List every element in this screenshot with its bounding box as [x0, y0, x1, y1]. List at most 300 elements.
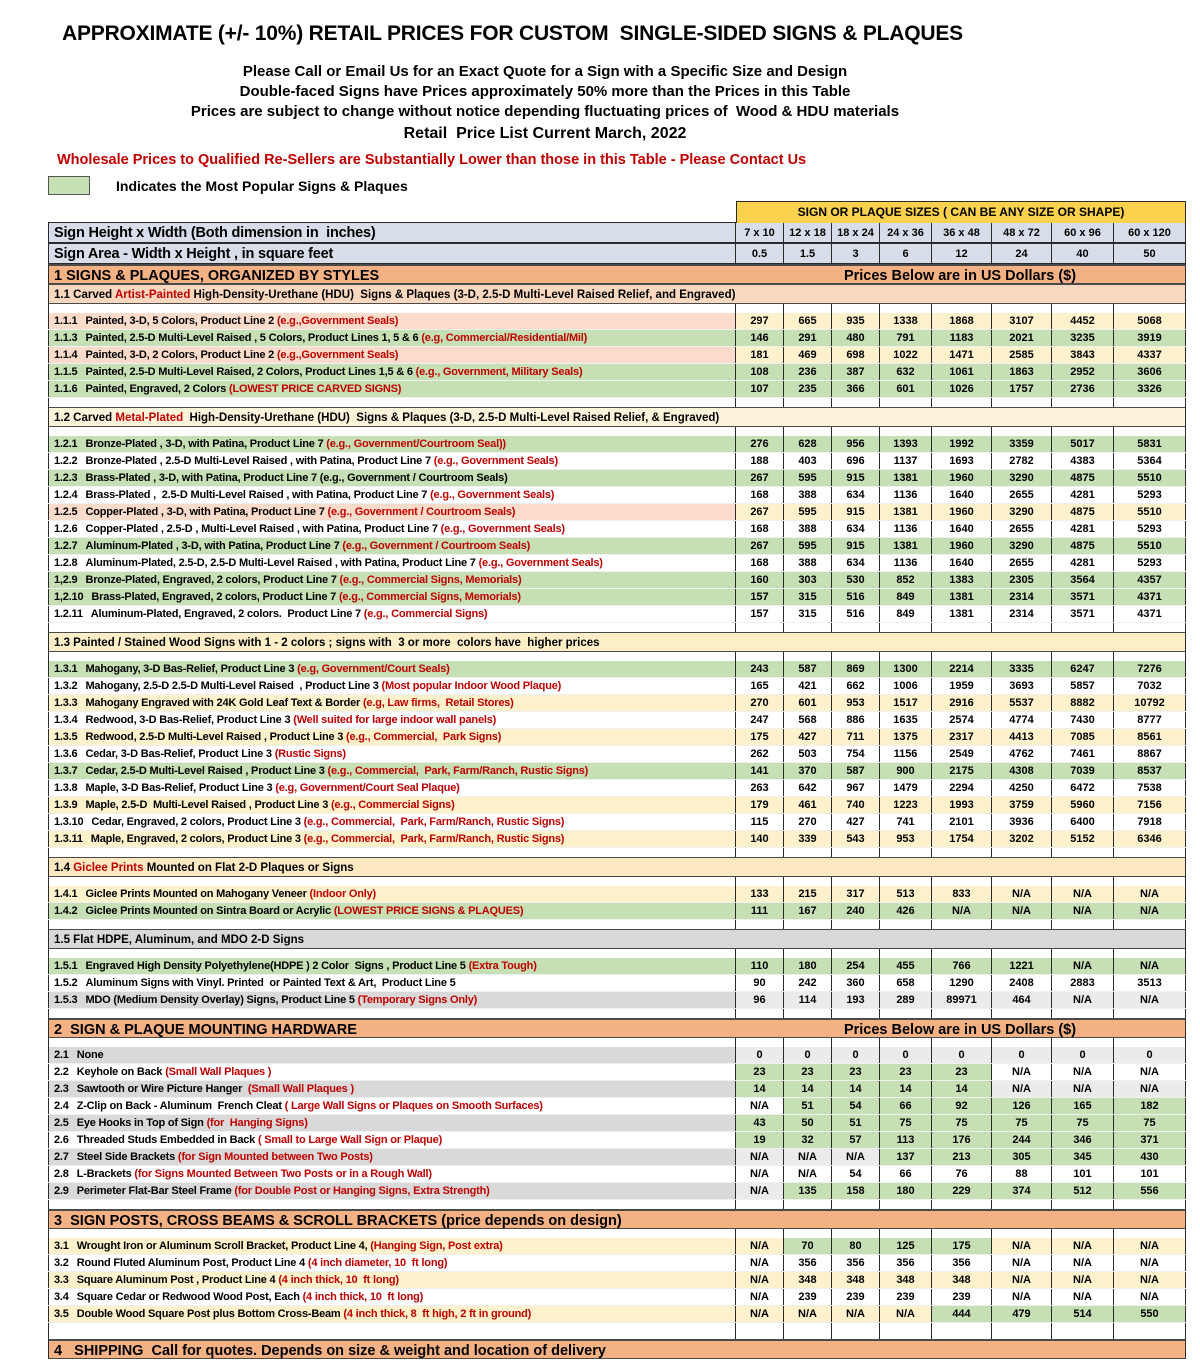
price-cell: 66	[880, 1166, 932, 1182]
row-label: 1.4.1 Giclee Prints Mounted on Mahogany Veneer (Indoor Only)	[48, 886, 736, 902]
price-cell: 158	[832, 1183, 880, 1199]
wholesale-note: Wholesale Prices to Qualified Re-Sellers are Substantially Lower than those in this Table - Please Contact Us	[57, 152, 807, 168]
price-cell: 1381	[880, 504, 932, 520]
price-row	[48, 330, 1186, 347]
row-id: 1.3.10	[54, 816, 84, 828]
row-label: 3.5 Double Wood Square Post plus Bottom Cross-Beam (4 inch thick, 8 ft high, 2 ft in ground)	[48, 1306, 736, 1322]
price-cell: N/A	[1052, 886, 1114, 902]
price-cell: 849	[880, 606, 932, 622]
row-note: (e.g, Commercial/Residential/Mil)	[421, 332, 588, 344]
row-label: 2.7 Steel Side Brackets (for Sign Mounted between Two Posts)	[48, 1149, 736, 1165]
price-cell: 8537	[1114, 763, 1186, 779]
price-cell: 3290	[992, 504, 1052, 520]
price-cell: 3290	[992, 538, 1052, 554]
section-band	[48, 264, 1186, 284]
row-id: 1.2.2	[54, 455, 78, 467]
price-cell: 126	[992, 1098, 1052, 1114]
price-cell: 101	[1052, 1166, 1114, 1182]
price-cell: 291	[784, 330, 832, 346]
price-cell: 5293	[1114, 555, 1186, 571]
price-cell: N/A	[1052, 958, 1114, 974]
price-cell: 512	[1052, 1183, 1114, 1199]
row-label: 3.1 Wrought Iron or Aluminum Scroll Bracket, Product Line 4, (Hanging Sign, Post extra)	[48, 1238, 736, 1254]
price-cell: 305	[992, 1149, 1052, 1165]
price-cell: N/A	[1052, 1238, 1114, 1254]
price-cell: 317	[832, 886, 880, 902]
price-cell: 235	[784, 381, 832, 397]
price-row	[48, 746, 1186, 763]
price-cell: 113	[880, 1132, 932, 1148]
price-cell: 157	[736, 589, 784, 605]
row-id: 2.2	[54, 1066, 69, 1078]
price-cell: 6400	[1052, 814, 1114, 830]
row-note: (e.g., Government, Military Seals)	[415, 366, 583, 378]
price-cell: N/A	[736, 1255, 784, 1271]
price-cell: 388	[784, 555, 832, 571]
row-label: 3.4 Square Cedar or Redwood Wood Post, Each (4 inch thick, 10 ft long)	[48, 1289, 736, 1305]
row-id: 1.3.7	[54, 765, 78, 777]
row-id: 1.5.1	[54, 960, 78, 972]
size-col-header: 18 x 24	[832, 223, 880, 242]
price-cell: 0	[832, 1047, 880, 1063]
price-cell: 849	[880, 589, 932, 605]
price-cell: N/A	[992, 886, 1052, 902]
price-cell: N/A	[736, 1183, 784, 1199]
price-cell: 14	[736, 1081, 784, 1097]
row-note: (e.g., Commercial, Park Signs)	[346, 731, 502, 743]
gap-row	[48, 652, 1186, 661]
row-note: (e.g., Commercial, Park, Farm/Ranch, Rustic Signs)	[327, 765, 589, 777]
price-cell: 1640	[932, 555, 992, 571]
row-label: 1.3.10 Cedar, Engraved, 2 colors, Product Line 3 (e.g., Commercial, Park, Farm/Ranch, Rustic Signs)	[48, 814, 736, 830]
row-id: 1.2.8	[54, 557, 78, 569]
price-cell: 886	[832, 712, 880, 728]
row-id: 1.3.5	[54, 731, 78, 743]
price-cell: 754	[832, 746, 880, 762]
price-cell: 1960	[932, 470, 992, 486]
price-cell: 242	[784, 975, 832, 991]
price-cell: 741	[880, 814, 932, 830]
price-cell: 107	[736, 381, 784, 397]
price-cell: 23	[784, 1064, 832, 1080]
row-id: 2.3	[54, 1083, 69, 1095]
price-cell: N/A	[1114, 992, 1186, 1008]
size-col-header: 12 x 18	[784, 223, 832, 242]
price-cell: N/A	[736, 1289, 784, 1305]
row-note: (e.g., Commercial Signs)	[363, 608, 488, 620]
price-row	[48, 313, 1186, 330]
price-cell: 215	[784, 886, 832, 902]
price-cell: 75	[992, 1115, 1052, 1131]
price-cell: 370	[784, 763, 832, 779]
price-cell: N/A	[1114, 1255, 1186, 1271]
subtitle-block	[0, 62, 1090, 146]
subtitle-line: Double-faced Signs have Prices approximately 50% more than the Prices in this Table	[239, 83, 851, 100]
row-note: (4 inch thick, 10 ft long)	[302, 1291, 424, 1303]
row-id: 2.4	[54, 1100, 69, 1112]
price-cell: 80	[832, 1238, 880, 1254]
row-label: 1.3.6 Cedar, 3-D Bas-Relief, Product Line 3 (Rustic Signs)	[48, 746, 736, 762]
price-cell: 766	[932, 958, 992, 974]
price-cell: 3936	[992, 814, 1052, 830]
price-cell: 550	[1114, 1306, 1186, 1322]
price-cell: 1026	[932, 381, 992, 397]
price-cell: 3202	[992, 831, 1052, 847]
row-note: (4 inch thick, 8 ft high, 2 ft in ground)	[343, 1308, 532, 1320]
subsection-band: 1.3 Painted / Stained Wood Signs with 1 - 2 colors ; signs with 3 or more colors have higher prices	[48, 632, 1186, 652]
price-cell: 1959	[932, 678, 992, 694]
price-cell: N/A	[1052, 1064, 1114, 1080]
row-id: 3.5	[54, 1308, 69, 1320]
row-id: 1.3.2	[54, 680, 78, 692]
price-row	[48, 1064, 1186, 1081]
price-cell: 167	[784, 903, 832, 919]
row-id: 1.2.11	[54, 608, 83, 620]
row-label: 1.3.8 Maple, 3-D Bas-Relief, Product Line 3 (e.g, Government/Court Seal Plaque)	[48, 780, 736, 796]
gap-row	[48, 949, 1186, 958]
price-cell: 2655	[992, 521, 1052, 537]
price-cell: 430	[1114, 1149, 1186, 1165]
price-cell: 244	[992, 1132, 1052, 1148]
price-cell: 1381	[932, 606, 992, 622]
row-id: 1.3.6	[54, 748, 78, 760]
price-cell: 595	[784, 538, 832, 554]
price-cell: 1006	[880, 678, 932, 694]
subsection-band: 1.4 Giclee Prints Mounted on Flat 2-D Plaques or Signs	[48, 857, 1186, 877]
row-label: 1.3.11 Maple, Engraved, 2 colors, Product Line 3 (e.g., Commercial, Park, Farm/Ranch, Rustic Signs)	[48, 831, 736, 847]
row-id: 1.4.2	[54, 905, 78, 917]
gap-row	[48, 920, 1186, 929]
price-cell: N/A	[1052, 1272, 1114, 1288]
price-cell: 628	[784, 436, 832, 452]
gap-row	[48, 1229, 1186, 1238]
price-cell: N/A	[736, 1272, 784, 1288]
price-cell: 587	[832, 763, 880, 779]
row-label: 1.3.2 Mahogany, 2.5-D 2.5-D Multi-Level Raised , Product Line 3 (Most popular Indoor Wood Plaque)	[48, 678, 736, 694]
price-cell: 165	[736, 678, 784, 694]
price-cell: N/A	[1052, 903, 1114, 919]
row-label: 3.3 Square Aluminum Post , Product Line 4 (4 inch thick, 10 ft long)	[48, 1272, 736, 1288]
price-cell: 1375	[880, 729, 932, 745]
price-cell: 345	[1052, 1149, 1114, 1165]
price-cell: 1381	[880, 470, 932, 486]
row-note: (e.g., Commercial Signs, Memorials)	[339, 574, 522, 586]
price-cell: 89971	[932, 992, 992, 1008]
row-id: 2.5	[54, 1117, 69, 1129]
price-cell: N/A	[1114, 1272, 1186, 1288]
price-cell: 348	[832, 1272, 880, 1288]
price-cell: 665	[784, 313, 832, 329]
price-cell: 503	[784, 746, 832, 762]
price-cell: 32	[784, 1132, 832, 1148]
price-cell: 1381	[880, 538, 932, 554]
row-id: 1.3.11	[54, 833, 83, 845]
row-id: 2.6	[54, 1134, 69, 1146]
row-id: 1.2.5	[54, 506, 78, 518]
price-cell: 1960	[932, 538, 992, 554]
price-cell: 229	[932, 1183, 992, 1199]
row-note: (e.g., Government Seals)	[430, 489, 555, 501]
price-cell: 243	[736, 661, 784, 677]
price-cell: N/A	[992, 1081, 1052, 1097]
price-row	[48, 1132, 1186, 1149]
price-cell: 1992	[932, 436, 992, 452]
row-note: (LOWEST PRICE CARVED SIGNS)	[229, 383, 402, 395]
row-id: 1.5.2	[54, 977, 78, 989]
price-cell: N/A	[1114, 1238, 1186, 1254]
row-id: 1.1.6	[54, 383, 78, 395]
price-cell: 1183	[932, 330, 992, 346]
price-cell: 270	[736, 695, 784, 711]
price-cell: 6247	[1052, 661, 1114, 677]
section-band	[48, 1209, 1186, 1229]
price-cell: 1754	[932, 831, 992, 847]
price-cell: 1863	[992, 364, 1052, 380]
price-cell: 168	[736, 521, 784, 537]
price-cell: 175	[932, 1238, 992, 1254]
price-cell: 556	[1114, 1183, 1186, 1199]
row-note: (e.g.,Government Seals)	[276, 315, 399, 327]
price-cell: 23	[932, 1064, 992, 1080]
price-cell: 915	[832, 538, 880, 554]
price-cell: 953	[880, 831, 932, 847]
price-cell: 356	[880, 1255, 932, 1271]
price-cell: 1223	[880, 797, 932, 813]
price-cell: 135	[784, 1183, 832, 1199]
price-cell: 270	[784, 814, 832, 830]
price-cell: 4281	[1052, 555, 1114, 571]
price-cell: 3843	[1052, 347, 1114, 363]
price-cell: 54	[832, 1166, 880, 1182]
price-cell: 696	[832, 453, 880, 469]
price-cell: 262	[736, 746, 784, 762]
price-cell: 315	[784, 589, 832, 605]
price-cell: 1136	[880, 521, 932, 537]
legend	[48, 176, 1200, 195]
row-label: 1.1.1 Painted, 3-D, 5 Colors, Product Line 2 (e.g.,Government Seals)	[48, 313, 736, 329]
price-cell: 1300	[880, 661, 932, 677]
sizes-banner: SIGN OR PLAQUE SIZES ( CAN BE ANY SIZE OR SHAPE)	[736, 201, 1186, 224]
price-row	[48, 695, 1186, 712]
price-cell: 791	[880, 330, 932, 346]
row-label: 1.3.5 Redwood, 2.5-D Multi-Level Raised , Product Line 3 (e.g., Commercial, Park Signs)	[48, 729, 736, 745]
price-cell: 5510	[1114, 470, 1186, 486]
price-row	[48, 1047, 1186, 1064]
row-note: (e.g.,Government Seals)	[276, 349, 399, 361]
price-cell: 3513	[1114, 975, 1186, 991]
price-cell: N/A	[992, 1255, 1052, 1271]
row-id: 1.2.7	[54, 540, 78, 552]
price-cell: 1640	[932, 487, 992, 503]
row-label: 1,2.9 Bronze-Plated, Engraved, 2 colors, Product Line 7 (e.g., Commercial Signs, Memorials)	[48, 572, 736, 588]
price-row	[48, 1238, 1186, 1255]
price-cell: 387	[832, 364, 880, 380]
price-cell: 182	[1114, 1098, 1186, 1114]
price-row	[48, 797, 1186, 814]
sizes-banner-row	[48, 201, 1186, 222]
price-cell: 1137	[880, 453, 932, 469]
row-id: 3.2	[54, 1257, 69, 1269]
price-cell: 75	[932, 1115, 992, 1131]
row-note: (e.g., Government / Courtroom Seals)	[327, 506, 516, 518]
price-cell: N/A	[832, 1149, 880, 1165]
price-cell: 3107	[992, 313, 1052, 329]
row-label: 1.5.3 MDO (Medium Density Overlay) Signs, Product Line 5 (Temporary Signs Only)	[48, 992, 736, 1008]
gap-row	[48, 304, 1186, 313]
popular-green-swatch	[48, 176, 90, 195]
row-label: 2.2 Keyhole on Back (Small Wall Plaques )	[48, 1064, 736, 1080]
row-id: 1.5.3	[54, 994, 78, 1006]
row-label: 1.1.6 Painted, Engraved, 2 Colors (LOWEST PRICE CARVED SIGNS)	[48, 381, 736, 397]
price-cell: 455	[880, 958, 932, 974]
price-cell: N/A	[1114, 1081, 1186, 1097]
price-cell: 6472	[1052, 780, 1114, 796]
price-cell: 479	[992, 1306, 1052, 1322]
row-note: (e.g., Government / Courtroom Seals)	[342, 540, 531, 552]
price-cell: 8561	[1114, 729, 1186, 745]
section-band	[48, 1018, 1186, 1038]
price-cell: 634	[832, 487, 880, 503]
row-label: 1.2.7 Aluminum-Plated , 3-D, with Patina, Product Line 7 (e.g., Government / Courtroom Seals)	[48, 538, 736, 554]
price-cell: N/A	[1052, 1081, 1114, 1097]
row-label: 3.2 Round Fluted Aluminum Post, Product Line 4 (4 inch diameter, 10 ft long)	[48, 1255, 736, 1271]
price-cell: 2585	[992, 347, 1052, 363]
price-cell: 3571	[1052, 606, 1114, 622]
price-cell: 157	[736, 606, 784, 622]
price-cell: 530	[832, 572, 880, 588]
price-cell: 14	[932, 1081, 992, 1097]
row-note: ( Large Wall Signs or Plaques on Smooth Surfaces)	[284, 1100, 543, 1112]
subsection-band: 1.1 Carved Artist-Painted High-Density-Urethane (HDU) Signs & Plaques (3-D, 2.5-D Multi-Level Raised Relief, and Engraved)	[48, 284, 1186, 304]
price-cell: 4281	[1052, 487, 1114, 503]
size-col-header: 6	[880, 244, 932, 263]
price-cell: 915	[832, 470, 880, 486]
row-note: (e.g., Commercial, Park, Farm/Ranch, Rustic Signs)	[303, 833, 565, 845]
price-cell: 114	[784, 992, 832, 1008]
price-cell: 935	[832, 313, 880, 329]
price-cell: 339	[784, 831, 832, 847]
price-cell: 346	[1052, 1132, 1114, 1148]
gap-row	[48, 1009, 1186, 1018]
row-note: (e.g, Government/Court Seal Plaque)	[275, 782, 460, 794]
price-row	[48, 1272, 1186, 1289]
price-cell: 111	[736, 903, 784, 919]
section-band-note: Prices Below are in US Dollars ($)	[843, 268, 1077, 284]
price-row	[48, 589, 1186, 606]
price-row	[48, 347, 1186, 364]
price-cell: 662	[832, 678, 880, 694]
price-cell: 2314	[992, 606, 1052, 622]
price-cell: 7276	[1114, 661, 1186, 677]
price-cell: 4371	[1114, 589, 1186, 605]
price-cell: 4250	[992, 780, 1052, 796]
price-cell: 1868	[932, 313, 992, 329]
price-cell: 140	[736, 831, 784, 847]
price-row	[48, 992, 1186, 1009]
price-cell: 658	[880, 975, 932, 991]
price-cell: 2294	[932, 780, 992, 796]
price-cell: 315	[784, 606, 832, 622]
price-cell: 388	[784, 521, 832, 537]
price-cell: 137	[880, 1149, 932, 1165]
price-cell: 634	[832, 555, 880, 571]
price-cell: 54	[832, 1098, 880, 1114]
row-note: (e.g., Commercial Signs)	[330, 799, 455, 811]
price-cell: 3571	[1052, 589, 1114, 605]
price-cell: 711	[832, 729, 880, 745]
price-cell: 115	[736, 814, 784, 830]
row-label: 1.3.4 Redwood, 3-D Bas-Relief, Product Line 3 (Well suited for large indoor wall panels)	[48, 712, 736, 728]
price-cell: 516	[832, 589, 880, 605]
row-label: 1.1.4 Painted, 3-D, 2 Colors, Product Line 2 (e.g.,Government Seals)	[48, 347, 736, 363]
price-cell: 1693	[932, 453, 992, 469]
row-note: (4 inch thick, 10 ft long)	[278, 1274, 399, 1286]
price-cell: 240	[832, 903, 880, 919]
price-cell: 348	[784, 1272, 832, 1288]
price-cell: 3326	[1114, 381, 1186, 397]
row-note: (e.g, Government/Court Seals)	[297, 663, 450, 675]
gap-row	[48, 848, 1186, 857]
price-cell: 388	[784, 487, 832, 503]
price-cell: 50	[784, 1115, 832, 1131]
price-cell: 239	[784, 1289, 832, 1305]
size-header-row	[48, 222, 1186, 243]
price-cell: 14	[784, 1081, 832, 1097]
price-cell: 96	[736, 992, 784, 1008]
price-cell: 57	[832, 1132, 880, 1148]
row-label: 2.8 L-Brackets (for Signs Mounted Between Two Posts or in a Rough Wall)	[48, 1166, 736, 1182]
row-note: (e.g., Commercial Signs, Memorials)	[338, 591, 521, 603]
price-row	[48, 1081, 1186, 1098]
row-note: (for Double Post or Hanging Signs, Extra Strength)	[234, 1185, 490, 1197]
price-cell: 267	[736, 538, 784, 554]
price-cell: 1479	[880, 780, 932, 796]
size-col-header: 7 x 10	[736, 223, 784, 242]
row-note: (Hanging Sign, Post extra)	[370, 1240, 503, 1252]
price-cell: 0	[1052, 1047, 1114, 1063]
price-row	[48, 678, 1186, 695]
price-cell: 2782	[992, 453, 1052, 469]
price-cell: 108	[736, 364, 784, 380]
price-cell: 4452	[1052, 313, 1114, 329]
row-label: 1.3.3 Mahogany Engraved with 24K Gold Leaf Text & Border (e.g, Law firms, Retail Stores)	[48, 695, 736, 711]
price-cell: 366	[832, 381, 880, 397]
price-cell: 0	[784, 1047, 832, 1063]
price-cell: 75	[1114, 1115, 1186, 1131]
price-cell: 587	[784, 661, 832, 677]
price-cell: 1757	[992, 381, 1052, 397]
gap-row	[48, 1200, 1186, 1209]
price-cell: 4875	[1052, 538, 1114, 554]
price-cell: 3759	[992, 797, 1052, 813]
row-label: 1.2.4 Brass-Plated , 2.5-D Multi-Level Raised , with Patina, Product Line 7 (e.g., Government Seals)	[48, 487, 736, 503]
price-cell: 4383	[1052, 453, 1114, 469]
price-row	[48, 453, 1186, 470]
price-cell: N/A	[992, 1272, 1052, 1288]
price-cell: 568	[784, 712, 832, 728]
price-cell: 88	[992, 1166, 1052, 1182]
page-title: APPROXIMATE (+/- 10%) RETAIL PRICES FOR CUSTOM SINGLE-SIDED SIGNS & PLAQUES	[62, 22, 963, 45]
price-cell: 4762	[992, 746, 1052, 762]
price-cell: 7039	[1052, 763, 1114, 779]
size-col-header: 24 x 36	[880, 223, 932, 242]
price-cell: 125	[880, 1238, 932, 1254]
row-note: (Well suited for large indoor wall panels)	[293, 714, 497, 726]
price-cell: N/A	[832, 1306, 880, 1322]
header-label: Sign Height x Width (Both dimension in inches)	[48, 223, 736, 242]
row-id: 1.3.9	[54, 799, 78, 811]
row-note: (e.g., Commercial, Park, Farm/Ranch, Rustic Signs)	[303, 816, 565, 828]
